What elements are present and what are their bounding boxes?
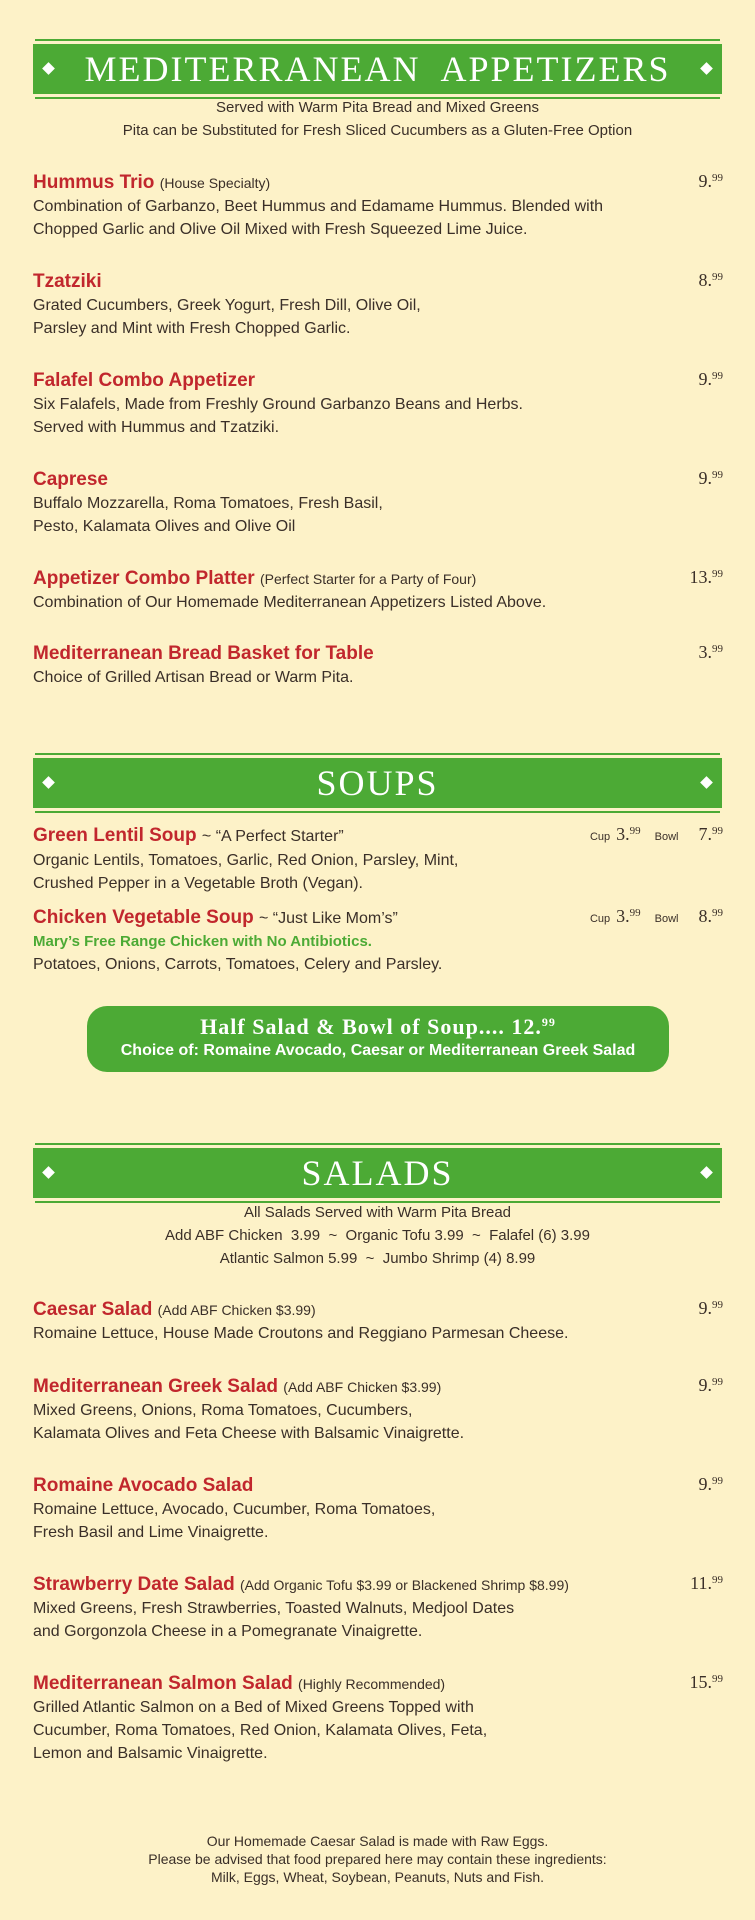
bowl-label: Bowl (654, 831, 679, 843)
salads-banner (33, 1148, 722, 1198)
item-note: (Add ABF Chicken $3.99) (283, 1379, 442, 1395)
footer-line: Milk, Eggs, Wheat, Soybean, Peanuts, Nuts and Fish. (210, 1869, 545, 1885)
menu-item-strawberry-date-salad (33, 1573, 723, 1643)
item-note: (Add ABF Chicken $3.99) (157, 1302, 316, 1318)
soups-banner (33, 758, 722, 808)
item-description: Cucumber, Roma Tomatoes, Red Onion, Kalamata Olives, Feta, (33, 1722, 488, 1739)
item-description: Kalamata Olives and Feta Cheese with Balsamic Vinaigrette. (33, 1425, 465, 1442)
item-description: Buffalo Mozzarella, Roma Tomatoes, Fresh Basil, (33, 495, 383, 512)
item-price: 9.99 (698, 369, 723, 389)
cup-label: Cup (589, 913, 611, 925)
item-name: Chicken Vegetable Soup (33, 907, 254, 928)
item-name: Appetizer Combo Platter (33, 568, 255, 589)
combo-choices: Choice of: Romaine Avocado, Caesar or Mediterranean Greek Salad (120, 1042, 636, 1059)
item-price: 8.99 (698, 270, 723, 290)
salads-subtitle-1: All Salads Served with Warm Pita Bread (243, 1204, 512, 1221)
item-description: Fresh Basil and Lime Vinaigrette. (33, 1524, 269, 1541)
menu-item-greek-salad (33, 1375, 723, 1445)
combo-title: Half Salad & Bowl of Soup.... 12.99 (200, 1014, 556, 1039)
item-description: Parsley and Mint with Fresh Chopped Garlic. (33, 320, 351, 337)
menu-item-falafel-combo (33, 369, 723, 439)
soup-prices: Cup 3.99 Bowl 8.99 (589, 906, 723, 926)
item-price: 9.99 (698, 1474, 723, 1494)
menu-item-bread-basket (33, 642, 723, 689)
salads-title: SALADS (301, 1153, 454, 1193)
cup-price: 3. (616, 824, 630, 844)
item-price: 9.99 (698, 468, 723, 488)
item-description: Romaine Lettuce, House Made Croutons and Reggiano Parmesan Cheese. (33, 1325, 569, 1342)
item-description: Served with Hummus and Tzatziki. (33, 419, 280, 436)
salads-subtitle-3: Atlantic Salmon 5.99 ~ Jumbo Shrimp (4) 8.99 (219, 1250, 536, 1267)
item-name: Mediterranean Bread Basket for Table (33, 643, 374, 664)
item-description: Grated Cucumbers, Greek Yogurt, Fresh Dill, Olive Oil, (33, 297, 421, 314)
item-tagline: ~ “Just Like Mom’s” (258, 910, 398, 927)
item-price: 9.99 (698, 1298, 723, 1318)
menu-item-caprese (33, 468, 723, 538)
appetizers-subtitle-1: Served with Warm Pita Bread and Mixed Greens (216, 99, 539, 116)
menu-item-chicken-vegetable-soup (33, 906, 723, 976)
item-description: Combination of Garbanzo, Beet Hummus and Edamame Hummus. Blended with (33, 198, 604, 215)
menu-item-appetizer-combo-platter (33, 567, 723, 614)
item-description: Mixed Greens, Fresh Strawberries, Toasted Walnuts, Medjool Dates (33, 1600, 515, 1617)
item-name: Mediterranean Salmon Salad (33, 1673, 293, 1694)
item-name: Caesar Salad (33, 1299, 153, 1320)
item-note: (House Specialty) (159, 175, 271, 191)
half-salad-soup-combo (87, 1006, 669, 1072)
salads-subtitle-2: Add ABF Chicken 3.99 ~ Organic Tofu 3.99 ~ Falafel (6) 3.99 (165, 1227, 590, 1244)
cup-price: 3. (616, 906, 630, 926)
item-name: Falafel Combo Appetizer (33, 370, 256, 391)
item-description: Chopped Garlic and Olive Oil Mixed with Fresh Squeezed Lime Juice. (33, 221, 528, 238)
item-description: Mixed Greens, Onions, Roma Tomatoes, Cucumbers, (33, 1402, 413, 1419)
item-name: Green Lentil Soup (33, 825, 197, 846)
item-description: Lemon and Balsamic Vinaigrette. (33, 1745, 268, 1762)
soups-title: SOUPS (316, 763, 439, 803)
item-name: Romaine Avocado Salad (33, 1475, 254, 1496)
menu-item-salmon-salad (33, 1672, 723, 1765)
item-price: 9.99 (698, 1375, 723, 1395)
item-description: Crushed Pepper in a Vegetable Broth (Vegan). (33, 875, 363, 892)
soup-prices: Cup 3.99 Bowl 7.99 (589, 824, 723, 844)
item-description: Organic Lentils, Tomatoes, Garlic, Red Onion, Parsley, Mint, (33, 852, 459, 869)
item-description: Romaine Lettuce, Avocado, Cucumber, Roma Tomatoes, (33, 1501, 436, 1518)
item-name: Tzatziki (33, 271, 102, 292)
item-name: Strawberry Date Salad (33, 1574, 235, 1595)
item-description: Potatoes, Onions, Carrots, Tomatoes, Celery and Parsley. (33, 956, 443, 973)
item-price: 11.99 (690, 1573, 723, 1593)
item-description: Choice of Grilled Artisan Bread or Warm Pita. (33, 669, 354, 686)
item-description: Six Falafels, Made from Freshly Ground Garbanzo Beans and Herbs. (33, 396, 523, 413)
item-name: Mediterranean Greek Salad (33, 1376, 278, 1397)
item-tagline: ~ “A Perfect Starter” (201, 828, 344, 845)
item-description: Grilled Atlantic Salmon on a Bed of Mixed Greens Topped with (33, 1699, 474, 1716)
appetizers-title: MEDITERRANEAN APPETIZERS (84, 49, 671, 89)
item-price: 9.99 (698, 171, 723, 191)
item-note: (Add Organic Tofu $3.99 or Blackened Shrimp $8.99) (239, 1577, 569, 1593)
cup-label: Cup (589, 831, 611, 843)
menu-item-caesar-salad (33, 1298, 723, 1345)
menu-item-tzatziki (33, 270, 723, 340)
allergen-notice (0, 1832, 755, 1886)
item-highlight: Mary’s Free Range Chicken with No Antibiotics. (33, 933, 372, 950)
item-description: Pesto, Kalamata Olives and Olive Oil (33, 518, 296, 535)
item-name: Hummus Trio (33, 172, 155, 193)
menu-item-hummus-trio (33, 171, 723, 241)
footer-line: Our Homemade Caesar Salad is made with Raw Eggs. (206, 1833, 549, 1849)
bowl-label: Bowl (654, 913, 679, 925)
item-price: 13.99 (689, 567, 723, 587)
menu-item-green-lentil-soup (33, 824, 723, 895)
item-price: 3.99 (698, 642, 723, 662)
bowl-price: 8. (698, 906, 712, 926)
menu-item-romaine-avocado-salad (33, 1474, 723, 1544)
item-description: Combination of Our Homemade Mediterranean Appetizers Listed Above. (33, 594, 547, 611)
item-note: (Perfect Starter for a Party of Four) (259, 571, 477, 587)
item-price: 15.99 (689, 1672, 723, 1692)
item-name: Caprese (33, 469, 108, 490)
appetizers-subtitle-2: Pita can be Substituted for Fresh Sliced Cucumbers as a Gluten-Free Option (122, 122, 633, 139)
footer-line: Please be advised that food prepared here may contain these ingredients: (148, 1851, 607, 1867)
item-note: (Highly Recommended) (298, 1676, 446, 1692)
item-description: and Gorgonzola Cheese in a Pomegranate Vinaigrette. (33, 1623, 423, 1640)
appetizers-banner (33, 44, 722, 94)
bowl-price: 7. (698, 824, 712, 844)
